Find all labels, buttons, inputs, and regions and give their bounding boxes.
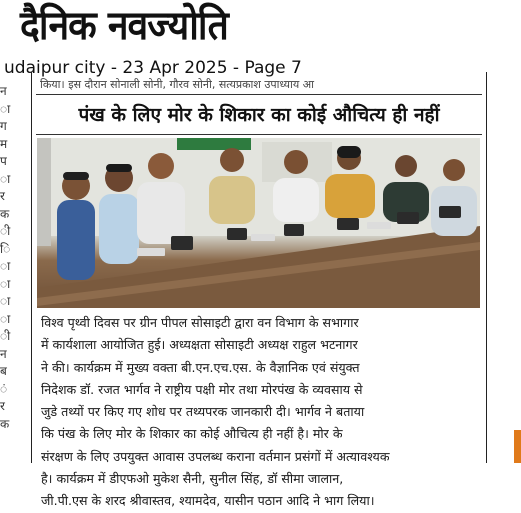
body-line: कि पंख के लिए मोर के शिकार का कोई औचित्य ही नहीं है। मोर के [41,426,343,442]
body-line: विश्व पृथ्वी दिवस पर ग्रीन पीपल सोसाइटी द्वारा वन विभाग के सभागार [41,315,359,330]
adjacent-column-fragment [0,84,12,454]
fragment-glyph: ि [0,241,11,256]
attendee-left-1 [57,172,95,280]
fragment-glyph: ा [0,259,11,273]
body-line: ने की। कार्यक्रम में मुख्य वक्ता बी.एन.एच.एस. के वैज्ञानिक एवं संयुक्त [41,359,360,375]
adjacent-page-edge [514,430,521,463]
fragment-glyph: न [0,346,7,361]
article-photo [37,138,480,308]
body-line: निदेशक डॉ. रजत भार्गव ने राष्ट्रीय पक्षी मोर तथा मोरपंख के व्यवसाय से [41,381,363,397]
green-banner [177,138,251,150]
fragment-glyph: ा [0,276,11,291]
headline-rule [36,134,482,135]
workshop-photo-illustration [37,138,480,308]
fragment-glyph: ा [0,171,11,186]
article-body [41,312,481,513]
fragment-glyph: र [0,189,5,203]
fragment-glyph: म [0,136,8,151]
fragment-glyph: ा [0,311,11,326]
fragment-glyph: ग [0,119,7,133]
news-article [31,72,487,509]
fragment-glyph: क [0,206,10,221]
previous-article-cut-line: किया। इस दौरान सोनाली सोनी, गौरव सोनी, सत्यप्रकाश उपाध्याय आ [40,78,314,91]
body-line: है। कार्यक्रम में डीएफओ मुकेश सैनी, सुनील सिंह, डॉ सीमा जालान, [41,471,344,487]
body-line: जी.पी.एस के शरद श्रीवास्तव, श्यामदेव, यासीन पठान आदि ने भाग लिया। [41,493,375,509]
fragment-glyph: क [0,416,10,431]
body-line: संरक्षण के लिए उपयुक्त आवास उपलब्ध कराना वर्तमान प्रसंगों में अत्यावश्यक [41,448,390,464]
article-headline: पंख के लिए मोर के शिकार का कोई औचित्य ही नहीं [78,104,440,126]
fragment-glyph: न [0,84,7,98]
fragment-glyph: ी [0,329,11,343]
fragment-glyph: ा [0,294,11,308]
fragment-glyph: ा [0,101,11,116]
body-line: जुडे तथ्यों पर किए गए शोध पर तथ्यपरक जानकारी दी। भार्गव ने बताया [41,404,365,420]
edition-line: udaipur city - 23 Apr 2025 - Page 7 [4,58,302,78]
newspaper-masthead: दैनिक नवज्योति [20,3,228,49]
fragment-glyph: ब [0,364,7,378]
fragment-glyph: र [0,399,5,413]
fragment-glyph: ी [0,224,11,238]
body-line: में कार्यशाला आयोजित हुई। अध्यक्षता सोसाइटी अध्यक्ष राहुल भटनागर [41,337,358,353]
fragment-glyph: ं [0,381,8,396]
top-rule [36,94,482,95]
fragment-glyph: प [0,154,7,168]
